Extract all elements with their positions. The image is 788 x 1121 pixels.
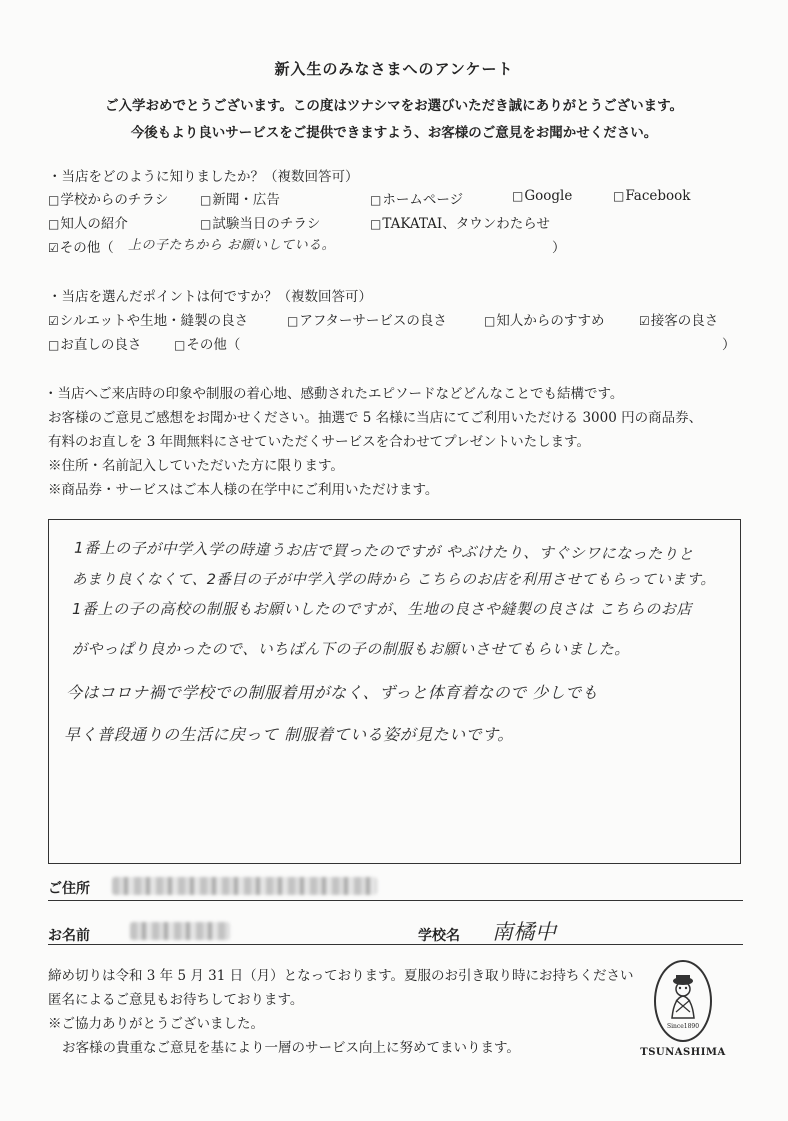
q1-option-friend[interactable] — [48, 212, 128, 232]
q1-option-takatai[interactable] — [370, 212, 550, 232]
q1-option-school-flyer[interactable] — [48, 188, 168, 208]
checkbox-unchecked[interactable]: □ — [613, 189, 625, 203]
footer-deadline: 締め切りは令和 3 年 5 月 31 日（月）となっております。夏服のお引き取り時にお持ちください — [48, 968, 634, 984]
logo-name: TSUNASHIMA — [640, 1047, 726, 1058]
q2-option-aftersales[interactable] — [287, 309, 447, 329]
checkbox-unchecked[interactable]: □ — [200, 193, 212, 207]
q1-option-exam-flyer[interactable] — [200, 212, 320, 232]
option-label: アフターサービスの良さ — [299, 313, 447, 329]
address-underline — [48, 900, 743, 901]
q1-option-google[interactable] — [512, 188, 572, 204]
footer-commitment: お客様の貴重なご意見を基により一層のサービス向上に努めてまいります。 — [62, 1040, 520, 1056]
q2-option-service[interactable] — [639, 309, 718, 329]
q3-line-3: 有料のお直しを 3 年間無料にさせていただくサービスを合わせてプレゼントいたします。 — [48, 434, 591, 450]
survey-title: 新入生のみなさまへのアンケート — [274, 60, 514, 78]
option-label: その他（ — [186, 337, 241, 353]
q1-other-handwritten-answer[interactable]: 上の子たちから お願いしている。 — [128, 238, 336, 253]
option-label: Facebook — [625, 188, 691, 204]
checkbox-checked[interactable]: ☑ — [48, 241, 59, 255]
name-label: お名前 — [48, 928, 90, 944]
option-label: シルエットや生地・縫製の良さ — [59, 313, 249, 329]
checkbox-unchecked[interactable]: □ — [512, 189, 524, 203]
checkbox-unchecked[interactable]: □ — [484, 314, 496, 328]
q3-line-4: ※住所・名前記入していただいた方に限ります。 — [48, 458, 344, 474]
tsunashima-mascot-icon — [666, 972, 700, 1022]
option-label: お直しの良さ — [60, 337, 142, 353]
checkbox-unchecked[interactable]: □ — [174, 338, 186, 352]
comment-line-2: あまり良くなくて、2番目の子が中学入学の時から こちらのお店を利用させてもらっています。 — [72, 572, 716, 588]
checkbox-checked[interactable]: ☑ — [48, 314, 59, 328]
option-label: Google — [524, 188, 573, 204]
checkbox-unchecked[interactable]: □ — [48, 193, 60, 207]
q1-option-facebook[interactable] — [613, 188, 690, 204]
option-label: ホームページ — [382, 192, 464, 208]
q1-option-homepage[interactable] — [370, 188, 463, 208]
checkbox-unchecked[interactable]: □ — [370, 217, 382, 231]
footer-thanks: ※ご協力ありがとうございました。 — [48, 1016, 264, 1032]
school-value-handwritten[interactable]: 南橘中 — [492, 920, 557, 944]
address-label: ご住所 — [48, 881, 90, 897]
comment-line-3: 1番上の子の高校の制服もお願いしたのですが、生地の良さや縫製の良さは こちらのお店 — [72, 600, 692, 618]
option-label: 新聞・広告 — [212, 192, 280, 208]
name-redacted — [130, 922, 230, 940]
q1-question: ・当店をどのように知りましたか？（複数回答可） — [48, 169, 359, 185]
comment-line-4: がやっぱり良かったので、いちばん下の子の制服もお願いさせてもらいました。 — [72, 640, 630, 658]
q1-option-newspaper[interactable] — [200, 188, 280, 208]
q1-other-close-paren: ） — [552, 240, 566, 256]
option-label: 知人からのすすめ — [496, 313, 605, 329]
q2-option-alteration[interactable] — [48, 333, 141, 353]
checkbox-unchecked[interactable]: □ — [287, 314, 299, 328]
checkbox-unchecked[interactable]: □ — [48, 338, 60, 352]
footer-anonymous: 匿名によるご意見もお待ちしております。 — [48, 992, 304, 1008]
option-label: 接客の良さ — [650, 313, 719, 329]
option-label: 学校からのチラシ — [60, 192, 169, 208]
intro-line-2: 今後もより良いサービスをご提供できますよう、お客様のご意見をお聞かせください。 — [130, 125, 658, 141]
logo-since: Since1890 — [666, 1023, 700, 1030]
checkbox-unchecked[interactable]: □ — [48, 217, 60, 231]
comment-line-5: 今はコロナ禍で学校での制服着用がなく、ずっと体育着なので 少しでも — [66, 683, 599, 702]
address-redacted — [112, 877, 377, 895]
q2-other-close-paren: ） — [722, 337, 736, 353]
option-label: その他（ — [59, 240, 114, 256]
q3-line-2: お客様のご意見ご感想をお聞かせください。抽選で 5 名様に当店にてご利用いただける 3000 円の商品券、 — [48, 410, 703, 426]
tsunashima-logo — [654, 960, 712, 1042]
q3-line-1: ・当店へご来店時の印象や制服の着心地、感動されたエピソードなどどんなことでも結構です。 — [44, 386, 624, 402]
name-underline — [48, 944, 743, 945]
q2-option-recommend[interactable] — [484, 309, 604, 329]
school-label: 学校名 — [418, 928, 460, 944]
checkbox-unchecked[interactable]: □ — [370, 193, 382, 207]
option-label: TAKATAI、タウンわたらせ — [382, 216, 550, 232]
checkbox-checked[interactable]: ☑ — [639, 314, 650, 328]
q2-option-other[interactable] — [174, 333, 240, 353]
q2-option-silhouette[interactable] — [48, 309, 248, 329]
q2-question: ・当店を選んだポイントは何ですか？（複数回答可） — [48, 289, 372, 305]
checkbox-unchecked[interactable]: □ — [200, 217, 212, 231]
q1-option-other[interactable] — [48, 236, 114, 256]
comment-line-1: 1番上の子が中学入学の時違うお店で買ったのですが やぶけたり、すぐシワになったりと — [73, 538, 694, 564]
q3-line-5: ※商品券・サービスはご本人様の在学中にご利用いただけます。 — [48, 482, 439, 498]
comment-line-6: 早く普段通りの生活に戻って 制服着ている姿が見たいです。 — [64, 725, 514, 744]
intro-line-1: ご入学おめでとうございます。この度はツナシマをお選びいただき誠にありがとうございます。 — [104, 98, 684, 114]
option-label: 知人の紹介 — [60, 216, 128, 232]
option-label: 試験当日のチラシ — [212, 216, 321, 232]
